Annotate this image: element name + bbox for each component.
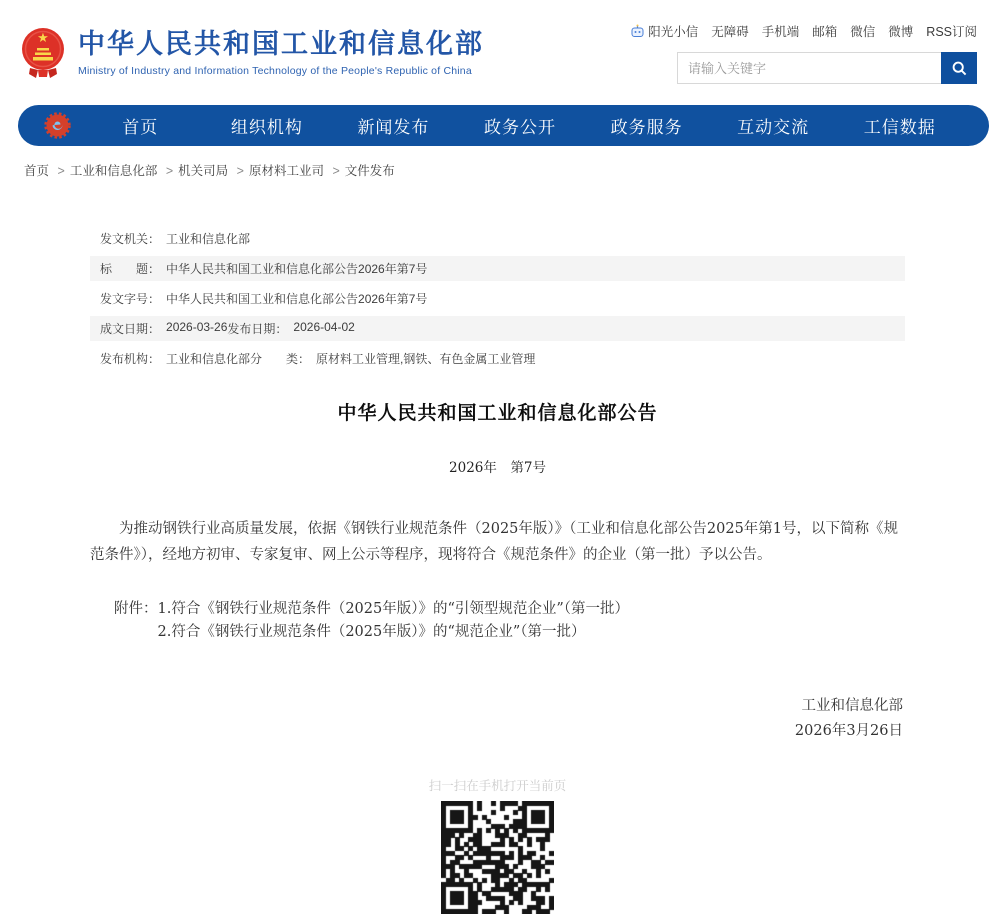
breadcrumb-separator: > <box>236 164 244 178</box>
meta-cell <box>100 230 250 247</box>
meta-label: 分 类： <box>250 352 311 366</box>
meta-label: 标 题： <box>100 262 161 276</box>
breadcrumb-separator: > <box>165 164 174 178</box>
utility-link[interactable]: 微信 <box>850 25 876 39</box>
breadcrumb-item <box>327 164 394 178</box>
svg-text:★: ★ <box>37 30 49 45</box>
meta-cell <box>100 320 227 337</box>
nav-link[interactable]: 组织机构 <box>230 118 303 137</box>
nav-item <box>457 113 584 138</box>
meta-row <box>90 316 905 341</box>
meta-cell <box>100 260 427 277</box>
utility-link[interactable]: 邮箱 <box>812 25 838 39</box>
utility-link[interactable]: 微博 <box>888 25 914 39</box>
meta-cell <box>227 320 354 337</box>
nav-item <box>330 113 457 138</box>
qr-section <box>90 776 905 919</box>
meta-value: 2026-04-02 <box>293 320 355 334</box>
nav-link[interactable]: 互动交流 <box>737 118 810 137</box>
search-button[interactable] <box>941 52 977 84</box>
utility-link[interactable]: 手机端 <box>761 25 800 39</box>
meta-label: 成文日期： <box>100 322 161 336</box>
meta-label: 发布日期： <box>227 322 288 336</box>
meta-value: 中华人民共和国工业和信息化部公告2026年第7号 <box>166 262 428 276</box>
main-nav <box>18 105 989 146</box>
qr-code <box>441 801 554 914</box>
meta-value: 工业和信息化部 <box>166 232 251 246</box>
breadcrumb-item <box>161 164 232 178</box>
site-brand <box>20 24 484 82</box>
signature-org: 工业和信息化部 <box>801 698 903 714</box>
breadcrumb-link[interactable]: 机关司局 <box>178 164 229 178</box>
meta-value: 中华人民共和国工业和信息化部公告2026年第7号 <box>166 292 428 306</box>
announcement-title: 中华人民共和国工业和信息化部公告 <box>337 403 658 424</box>
attachment-link[interactable]: 1.符合《钢铁行业规范条件（2025年版）》的“引领型规范企业”（第一批） <box>157 601 630 617</box>
national-emblem-icon <box>20 24 66 82</box>
nav-link[interactable]: 首页 <box>122 118 159 137</box>
nav-link[interactable]: 政务公开 <box>484 118 557 137</box>
meta-cell <box>100 290 427 307</box>
utility-link[interactable]: RSS订阅 <box>926 25 977 39</box>
nav-item <box>583 113 710 138</box>
search-icon <box>951 60 968 77</box>
meta-cell <box>100 350 250 367</box>
meta-value: 2026-03-26 <box>166 320 228 334</box>
attachments-block <box>90 598 905 644</box>
search-bar <box>677 52 977 84</box>
meta-label: 发布机构： <box>100 352 161 366</box>
nav-item <box>204 113 331 138</box>
nav-item <box>710 113 837 138</box>
breadcrumb <box>14 161 1007 179</box>
meta-value: 工业和信息化部 <box>166 352 251 366</box>
announcement-body <box>90 516 905 568</box>
announcement-issue-number: 2026年 第7号 <box>449 460 546 476</box>
breadcrumb-link[interactable]: 原材料工业司 <box>248 164 324 178</box>
miit-logo-icon <box>44 112 71 139</box>
meta-value: 原材料工业管理,钢铁、有色金属工业管理 <box>316 352 536 366</box>
site-subtitle: Ministry of Industry and Information Technology of the People's Republic of China <box>78 64 472 77</box>
attachment-link[interactable]: 2.符合《钢铁行业规范条件（2025年版）》的“规范企业”（第一批） <box>157 624 586 640</box>
search-input[interactable] <box>677 52 941 84</box>
chat-assistant-link[interactable] <box>630 22 698 40</box>
breadcrumb-separator: > <box>332 164 340 178</box>
utility-bar <box>648 22 977 40</box>
chatbot-icon <box>630 24 645 39</box>
meta-row <box>90 256 905 281</box>
chat-assistant-label: 阳光小信 <box>648 25 699 39</box>
qr-caption: 扫一扫在手机打开当前页 <box>428 779 567 793</box>
meta-label: 发文机关： <box>100 232 161 246</box>
attachments-label: 附件： <box>114 601 158 617</box>
nav-link[interactable]: 政务服务 <box>610 118 683 137</box>
nav-item <box>77 113 204 138</box>
breadcrumb-item <box>53 164 161 178</box>
breadcrumb-separator: > <box>57 164 65 178</box>
nav-link[interactable]: 工信数据 <box>863 118 936 137</box>
breadcrumb-link[interactable]: 工业和信息化部 <box>69 164 158 178</box>
signature-date: 2026年3月26日 <box>794 723 903 739</box>
site-title: 中华人民共和国工业和信息化部 <box>78 29 484 60</box>
attachment-list <box>158 598 630 644</box>
breadcrumb-link[interactable]: 首页 <box>24 164 50 178</box>
nav-item <box>836 113 963 138</box>
header-utilities <box>648 22 977 84</box>
body-paragraph: 为推动钢铁行业高质量发展，依据《钢铁行业规范条件（2025年版）》（工业和信息化部公告2025年第1号，以下简称《规范条件》），经地方初审、专家复审、网上公示等程序，现将符合《规范条件》的企业（第一批）予以公告。 <box>90 521 899 563</box>
document-meta-table <box>90 226 905 371</box>
breadcrumb-item <box>14 164 53 178</box>
meta-cell <box>250 350 535 367</box>
site-header <box>0 0 1007 96</box>
breadcrumb-item <box>232 164 328 178</box>
meta-label: 发文字号： <box>100 292 161 306</box>
nav-link[interactable]: 新闻发布 <box>357 118 430 137</box>
nav-list <box>77 113 963 138</box>
breadcrumb-link[interactable]: 文件发布 <box>344 164 395 178</box>
meta-row <box>90 286 905 311</box>
document-content <box>90 226 905 919</box>
signature-block <box>90 694 905 744</box>
utility-link[interactable]: 无障碍 <box>711 25 749 39</box>
meta-row <box>90 226 905 251</box>
meta-row <box>90 346 905 371</box>
